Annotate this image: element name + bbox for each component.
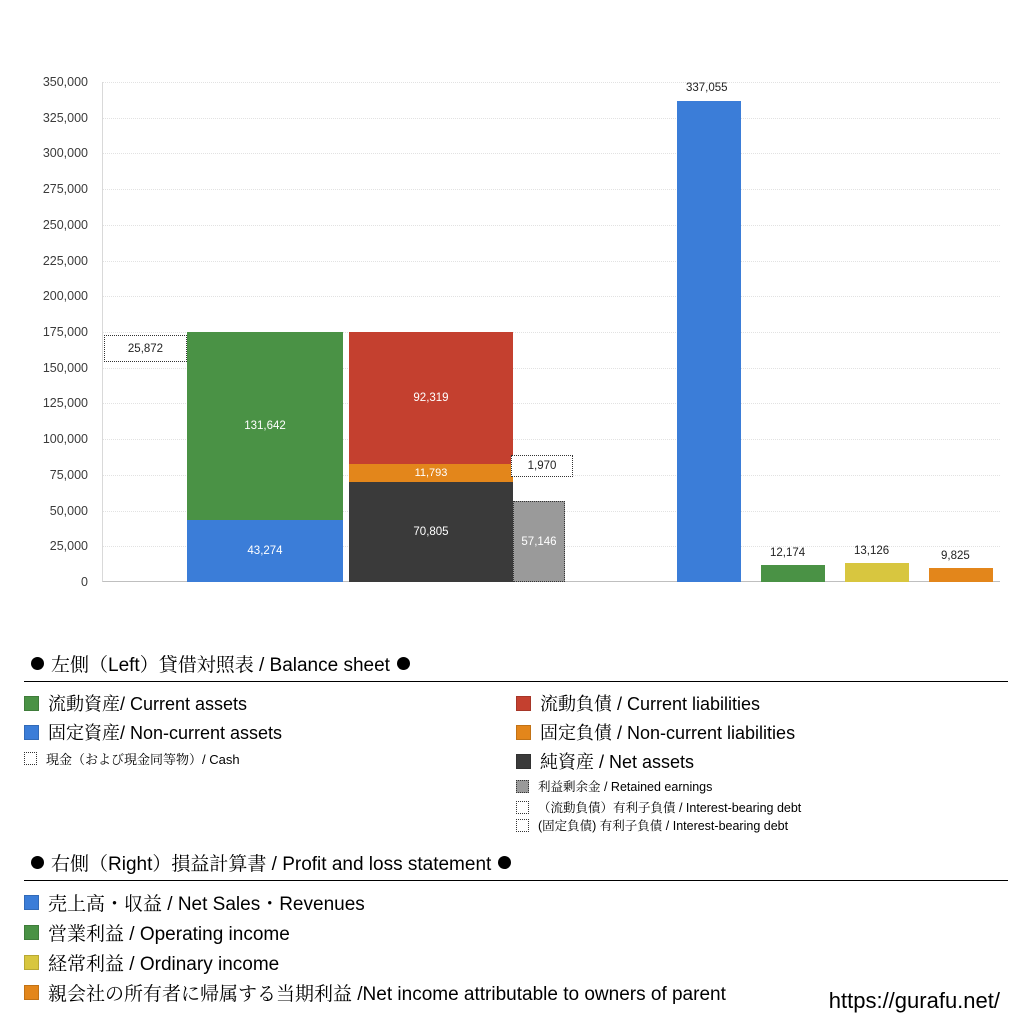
- legend-label: 親会社の所有者に帰属する当期利益 /Net income attributable to owners of parent: [48, 984, 726, 1005]
- bar-current-liabilities[interactable]: [349, 332, 513, 464]
- y-axis-tick-labels: [0, 75, 96, 589]
- swatch-blue-icon: [24, 895, 39, 910]
- y-tick: 300,000: [42, 146, 88, 161]
- bar-retained-earnings[interactable]: [513, 501, 565, 582]
- legend-item-cash: [24, 749, 516, 768]
- legend-label: 営業利益 / Operating income: [48, 924, 290, 945]
- y-tick: 50,000: [49, 503, 88, 518]
- y-tick: 75,000: [49, 467, 88, 482]
- legend-label: 純資産 / Net assets: [540, 752, 695, 772]
- bullet-dot-icon: [31, 657, 44, 670]
- legend-label: 固定資産/ Non-current assets: [48, 723, 283, 743]
- bar-value-net-income: 9,825: [941, 550, 970, 562]
- gridline: [103, 189, 1000, 190]
- swatch-red-icon: [516, 696, 531, 711]
- legend-item-non-current-liabilities: [516, 719, 1008, 745]
- legend-label: 経常利益 / Ordinary income: [48, 954, 280, 975]
- swatch-orange-icon: [516, 725, 531, 740]
- legend: [24, 650, 1008, 1009]
- bar-operating-income[interactable]: [761, 565, 825, 582]
- legend-column-assets: [24, 690, 516, 837]
- swatch-orange-icon: [24, 985, 39, 1000]
- callout-cash-label: 25,872: [127, 342, 164, 355]
- bar-net-income[interactable]: [929, 568, 993, 582]
- bullet-dot-icon: [397, 657, 410, 670]
- bar-value-net-sales: 337,055: [686, 82, 728, 94]
- y-tick: 200,000: [42, 289, 88, 304]
- swatch-dotted-white-icon: [24, 752, 37, 765]
- legend-label: (固定負債) 有利子負債 / Interest-bearing debt: [538, 819, 789, 833]
- legend-item-net-assets: [516, 748, 1008, 774]
- y-tick: 125,000: [42, 396, 88, 411]
- bar-net-sales[interactable]: [677, 101, 741, 582]
- bar-non-current-assets[interactable]: [187, 520, 343, 582]
- legend-label: （流動負債）有利子負債 / Interest-bearing debt: [538, 801, 802, 815]
- callout-interest-bearing-debt[interactable]: [511, 455, 573, 477]
- plot-area: [102, 82, 1000, 582]
- legend-item-interest-bearing-debt-current: [516, 798, 1008, 816]
- bar-net-assets[interactable]: [349, 482, 513, 582]
- swatch-yellow-icon: [24, 955, 39, 970]
- profit-loss-legend-title: [24, 849, 1008, 881]
- callout-cash[interactable]: [104, 335, 187, 362]
- bar-non-current-liabilities[interactable]: [349, 464, 513, 482]
- y-tick: 175,000: [42, 325, 88, 339]
- y-tick: 0: [81, 575, 88, 589]
- bullet-dot-icon: [498, 856, 511, 869]
- swatch-green-icon: [24, 925, 39, 940]
- y-tick: 325,000: [42, 110, 88, 125]
- site-url[interactable]: https://gurafu.net/: [828, 988, 1000, 1013]
- balance-sheet-legend-title-text: 左側（Left）貸借対照表 / Balance sheet: [51, 655, 390, 676]
- y-tick: 150,000: [42, 360, 88, 375]
- balance-sheet-legend-title: [24, 650, 1008, 682]
- bar-label-non-current-liabilities: 11,793: [414, 467, 448, 479]
- legend-column-liabilities: [516, 690, 1008, 837]
- gridline: [103, 261, 1000, 262]
- y-tick: 100,000: [42, 432, 88, 447]
- legend-label: 現金（および現金同等物）/ Cash: [46, 752, 240, 767]
- balance-sheet-legend-columns: [24, 690, 1008, 837]
- gridline: [103, 82, 1000, 83]
- legend-item-net-sales: [24, 889, 1008, 916]
- profit-loss-legend-title-text: 右側（Right）損益計算書 / Profit and loss statement: [51, 854, 492, 875]
- bar-label-current-assets: 131,642: [244, 420, 286, 432]
- gridline: [103, 296, 1000, 297]
- swatch-blue-icon: [24, 725, 39, 740]
- y-tick: 225,000: [42, 253, 88, 268]
- y-tick: 25,000: [49, 539, 88, 554]
- legend-label: 流動負債 / Current liabilities: [540, 694, 761, 714]
- bullet-dot-icon: [31, 856, 44, 869]
- legend-item-interest-bearing-debt-noncurrent: [516, 816, 1008, 834]
- y-tick: 250,000: [42, 217, 88, 232]
- bar-label-retained-earnings: 57,146: [521, 535, 557, 548]
- legend-label: 売上高・収益 / Net Sales・Revenues: [48, 894, 365, 915]
- legend-label: 固定負債 / Non-current liabilities: [540, 723, 796, 743]
- swatch-dotted-white-icon: [516, 801, 529, 814]
- callout-interest-bearing-debt-label: 1,970: [527, 460, 557, 472]
- bar-label-non-current-assets: 43,274: [247, 545, 283, 557]
- legend-item-current-assets: [24, 690, 516, 716]
- bar-ordinary-income[interactable]: [845, 563, 909, 582]
- y-tick: 350,000: [42, 75, 88, 89]
- y-tick: 275,000: [42, 182, 88, 197]
- legend-item-operating-income: [24, 919, 1008, 946]
- bar-current-assets[interactable]: [187, 332, 343, 520]
- gridline: [103, 225, 1000, 226]
- bar-value-operating-income: 12,174: [770, 547, 806, 559]
- legend-item-current-liabilities: [516, 690, 1008, 716]
- legend-item-retained-earnings: [516, 777, 1008, 795]
- bar-label-net-assets: 70,805: [413, 526, 449, 538]
- swatch-dotted-grey-icon: [516, 780, 529, 793]
- bar-label-current-liabilities: 92,319: [413, 392, 449, 404]
- gridline: [103, 153, 1000, 154]
- bar-value-ordinary-income: 13,126: [854, 545, 890, 557]
- legend-label: 利益剰余金 / Retained earnings: [538, 780, 713, 794]
- swatch-dark-icon: [516, 754, 531, 769]
- swatch-dotted-white-icon: [516, 819, 529, 832]
- swatch-green-icon: [24, 696, 39, 711]
- gridline: [103, 118, 1000, 119]
- legend-label: 流動資産/ Current assets: [48, 694, 248, 714]
- legend-item-ordinary-income: [24, 949, 1008, 976]
- legend-item-non-current-assets: [24, 719, 516, 745]
